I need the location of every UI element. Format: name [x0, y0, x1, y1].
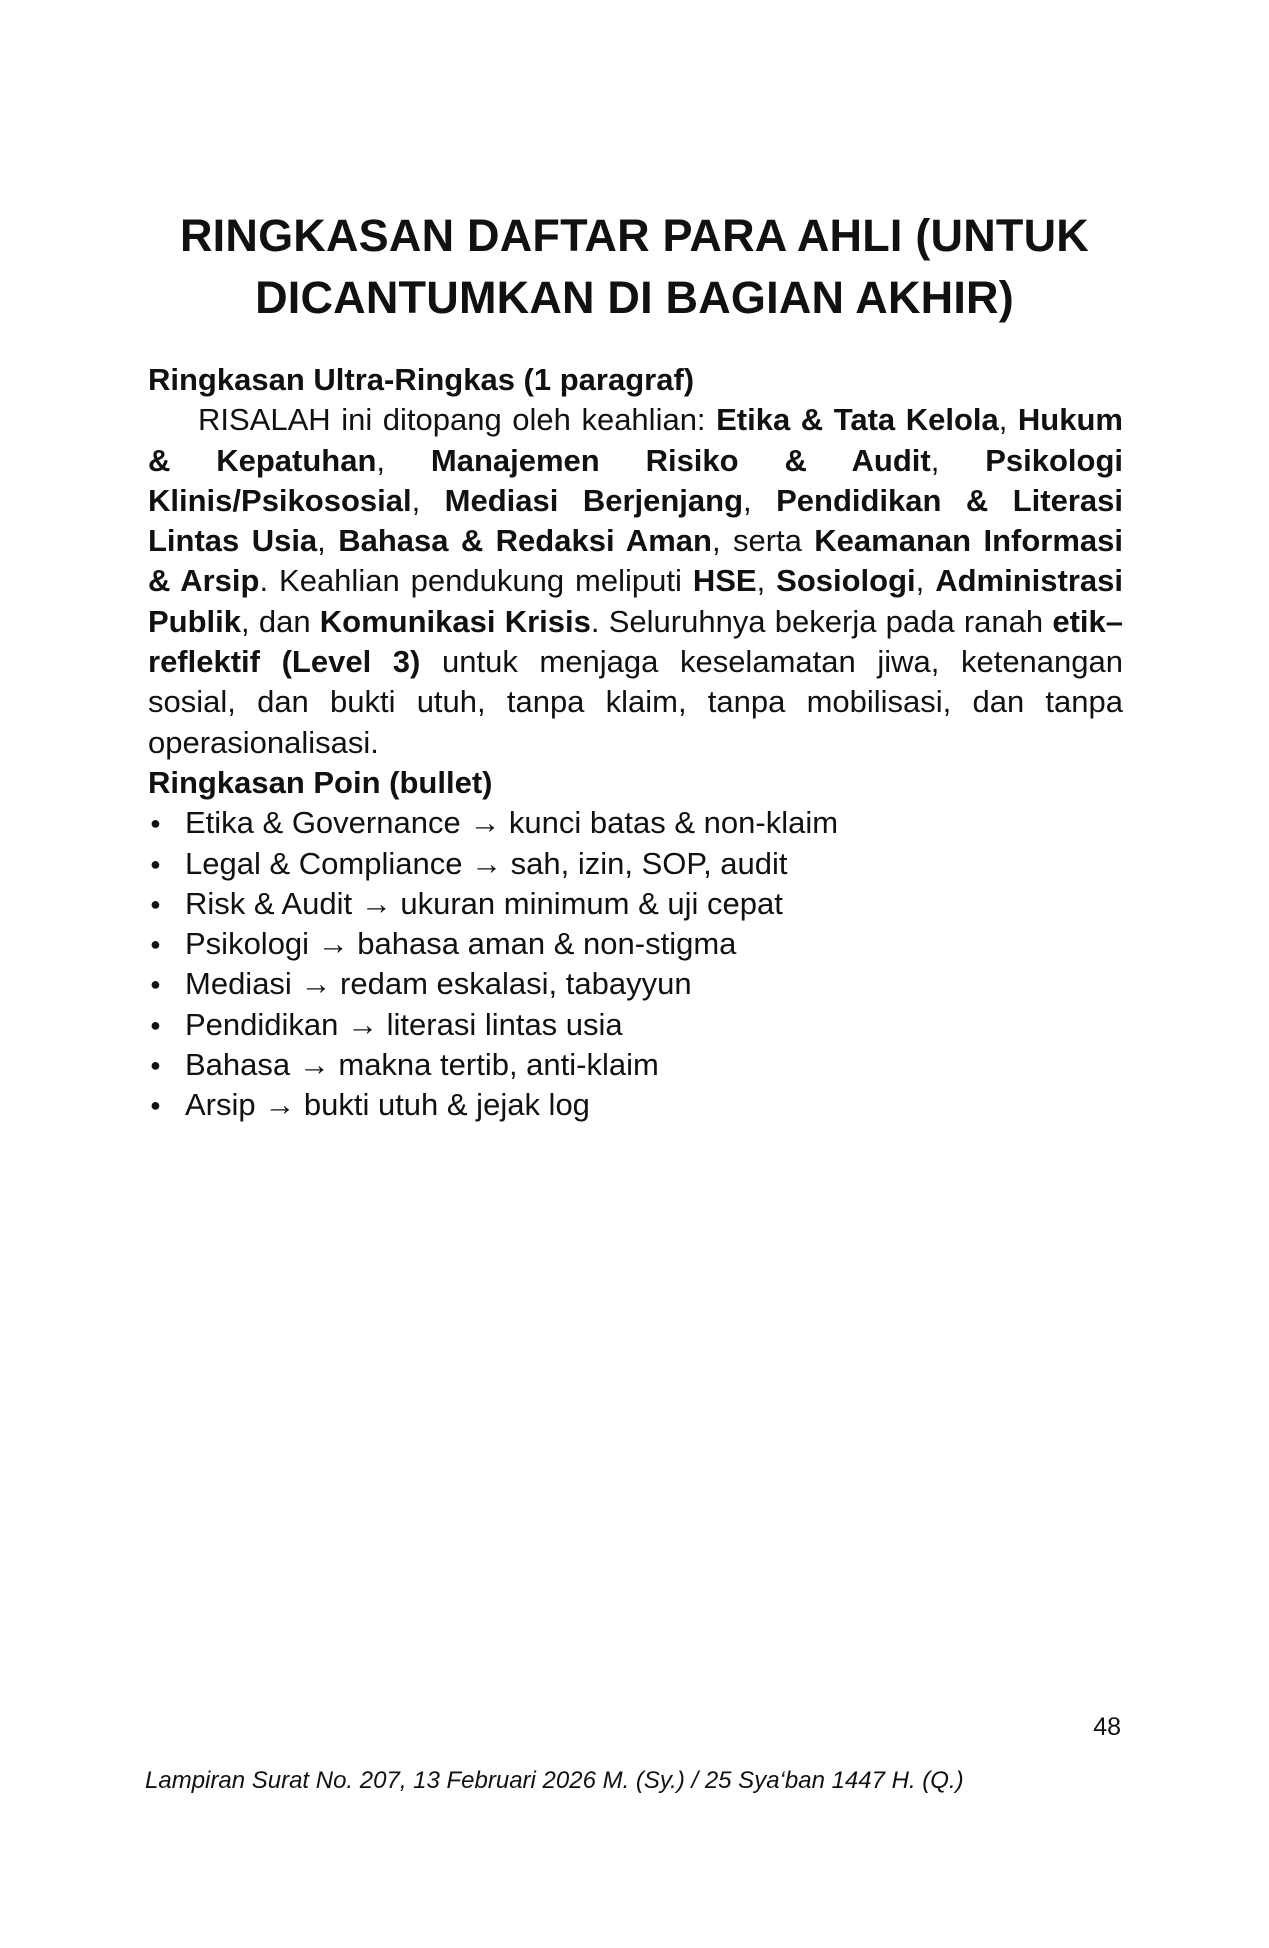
paragraph-bold-term: Pendidikan & Literasi Lintas Usia — [148, 482, 1123, 559]
section-heading-bullet-summary: Ringkasan Poin (bullet) — [148, 764, 493, 800]
list-item-text: Psikologi → bahasa aman & non-stigma — [185, 926, 737, 962]
paragraph-text: , dan — [241, 603, 320, 639]
bullet-icon: ● — [150, 893, 161, 914]
paragraph-bold-term: Psikologi Klinis/Psikososial — [148, 442, 1124, 518]
paragraph-text: . Seluruhnya bekerja pada ranah — [590, 603, 1053, 639]
paragraph-text: RISALAH ini ditopang oleh keahlian: — [198, 402, 717, 438]
paragraph-text: . Keahlian pendukung meliputi — [259, 563, 693, 599]
paragraph-bold-term: Administrasi Publik — [148, 563, 1123, 639]
list-item — [148, 803, 1123, 843]
paragraph-text: untuk menjaga keselamatan jiwa, ketenangan sosial, dan bukti utuh, tanpa klaim, tanpa mobilisasi, dan tanpa operasionalisasi. — [148, 644, 1123, 760]
list-item-text: Bahasa → makna tertib, anti-klaim — [185, 1047, 659, 1083]
page-title-line-2: DICANTUMKAN DI BAGIAN AKHIR) — [255, 272, 1014, 323]
list-item-text: Risk & Audit → ukuran minimum & uji cepat — [185, 885, 783, 921]
list-item-text: Arsip → bukti utuh & jejak log — [185, 1087, 590, 1123]
bullet-icon: ● — [150, 813, 161, 834]
paragraph-text: , — [930, 442, 986, 478]
paragraph-text: , — [915, 563, 936, 599]
list-item — [148, 884, 1123, 924]
page-number: 48 — [1093, 1713, 1121, 1741]
paragraph-bold-term: Bahasa & Redaksi Aman — [338, 523, 712, 559]
paragraph-bold-term: Komunikasi Krisis — [319, 603, 591, 639]
paragraph-text: , — [411, 482, 445, 518]
paragraph-bold-term: Etika & Tata Kelola — [716, 402, 999, 438]
page-title-line-1: RINGKASAN DAFTAR PARA AHLI (UNTUK — [179, 210, 1090, 261]
paragraph-text: , — [743, 482, 777, 518]
paragraph-text: , serta — [711, 523, 815, 559]
section-heading-ultra-summary: Ringkasan Ultra-Ringkas (1 paragraf) — [148, 362, 695, 397]
list-item — [148, 1005, 1123, 1045]
list-item — [148, 1085, 1123, 1125]
paragraph-bold-term: Keamanan Informasi & Arsip — [148, 523, 1123, 599]
bullet-list — [148, 803, 1123, 1125]
content-body — [148, 360, 1123, 1126]
paragraph-bold-term: Manajemen Risiko & Audit — [430, 442, 931, 478]
paragraph-bold-term: HSE — [692, 563, 757, 599]
bullet-icon: ● — [150, 1095, 161, 1116]
bullet-icon: ● — [150, 1055, 161, 1076]
bullet-icon: ● — [150, 934, 161, 955]
list-item — [148, 924, 1123, 964]
paragraph-bold-term: Mediasi Berjenjang — [444, 482, 744, 518]
summary-paragraph — [148, 400, 1123, 763]
paragraph-text: , — [317, 523, 339, 559]
paragraph-bold-term: Sosiologi — [776, 563, 916, 599]
list-item-text: Mediasi → redam eskalasi, tabayyun — [185, 966, 692, 1002]
list-item-text: Legal & Compliance → sah, izin, SOP, audit — [185, 845, 788, 881]
paragraph-text: , — [998, 402, 1018, 438]
bullet-icon: ● — [150, 974, 161, 995]
paragraph-bold-term: Hukum & Kepatuhan — [148, 402, 1123, 478]
paragraph-text: , — [756, 563, 777, 599]
list-item — [148, 844, 1123, 884]
bullet-icon: ● — [150, 853, 161, 874]
footer-reference: Lampiran Surat No. 207, 13 Februari 2026 M. (Sy.) / 25 Sya‘ban 1447 H. (Q.) — [145, 1767, 964, 1794]
paragraph-bold-term: etik–reflektif (Level 3) — [148, 603, 1124, 680]
list-item — [148, 964, 1123, 1004]
bullet-icon: ● — [150, 1014, 161, 1035]
list-item — [148, 1045, 1123, 1085]
list-item-text: Pendidikan → literasi lintas usia — [185, 1006, 623, 1042]
list-item-text: Etika & Governance → kunci batas & non-klaim — [185, 805, 839, 841]
page-title — [130, 205, 1139, 329]
paragraph-text: , — [376, 442, 431, 478]
